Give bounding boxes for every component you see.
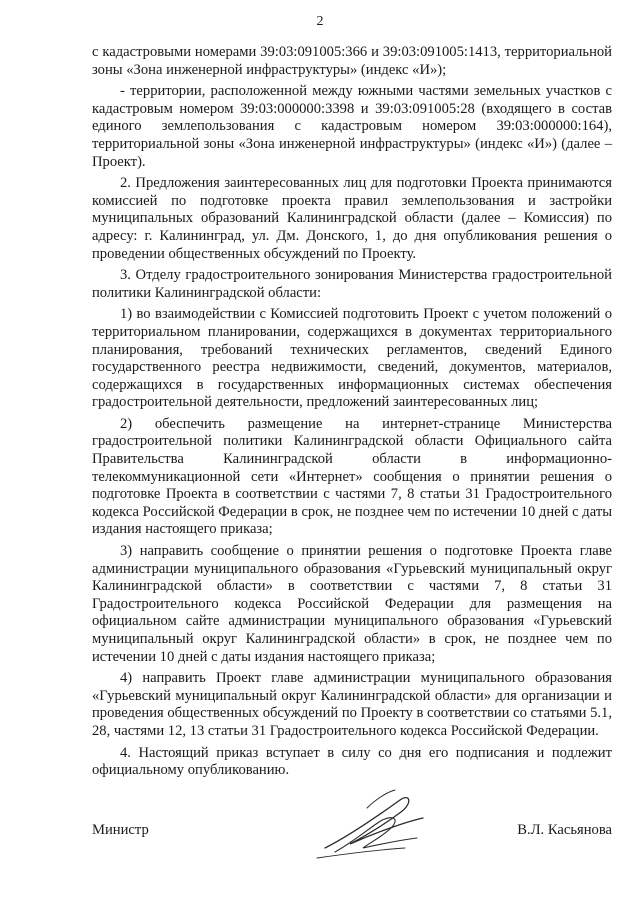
paragraph-subitem-3: 3) направить сообщение о принятии решения о подготовке Проекта главе администрации муниципального образования «Гурьевский муниципальный округ Калининградской области» в соответствии с частями 7, 8 статьи 31 Градостроительного кодекса Российской Федерации для размещения на официальном сайте администрации муниципального образования «Гурьевский муниципальный округ Калининградской области» в срок, не позднее чем по истечении 10 дней с даты издания настоящего приказа; bbox=[92, 543, 612, 665]
signatory-title: Министр bbox=[92, 822, 149, 838]
paragraph-item-3-department: 3. Отделу градостроительного зонирования Министерства градостроительной политики Калининградской области: bbox=[92, 267, 612, 301]
paragraph-subitem-4: 4) направить Проект главе администрации муниципального образования «Гурьевский муниципальный округ Калининградской области» для организации и проведения общественных обсуждений по Проекту в соответствии со статьями 5.1, 28, частями 12, 13 статьи 31 Градостроительного кодекса Российской Федерации. bbox=[92, 670, 612, 739]
paragraph-territory-south: - территории, расположенной между южными частями земельных участков с кадастровым номером 39:03:000000:3398 и 39:03:091005:28 (входящего в состав единого землепользования с кадастровым номером 39:03:000000:164), территориальной зоны «Зона инженерной инфраструктуры» (индекс «И») (далее – Проект). bbox=[92, 83, 612, 170]
signatory-name: В.Л. Касьянова bbox=[517, 822, 612, 838]
page-number: 2 bbox=[316, 14, 324, 29]
paragraph-item-4-effective: 4. Настоящий приказ вступает в силу со дня его подписания и подлежит официальному опубликованию. bbox=[92, 744, 612, 779]
document-body bbox=[92, 44, 612, 784]
paragraph-subitem-1: 1) во взаимодействии с Комиссией подготовить Проект с учетом положений о территориальном планировании, содержащихся в документах территориального планирования, требований технических регламентов, сведений Единого государственного реестра недвижимости, сведений, документов, материалов, содержащихся в государственных информационных системах обеспечения градостроительной деятельности, предложений заинтересованных лиц; bbox=[92, 306, 612, 411]
signature-block bbox=[92, 822, 612, 842]
paragraph-zone-continuation: с кадастровыми номерами 39:03:091005:366 и 39:03:091005:1413, территориальной зоны «Зона инженерной инфраструктуры» (индекс «И»); bbox=[92, 44, 612, 78]
paragraph-item-2-proposals: 2. Предложения заинтересованных лиц для подготовки Проекта принимаются комиссией по подготовке проекта правил землепользования и застройки муниципальных образований Калининградской области (далее – Комиссия) по адресу: г. Калининград, ул. Дм. Донского, 1, до дня опубликования решения о проведении общественных обсуждений по Проекту. bbox=[92, 175, 612, 262]
paragraph-subitem-2: 2) обеспечить размещение на интернет-странице Министерства градостроительной политики Калининградской области Официального сайта Правительства Калининградской области в информационно-телекоммуникационной сети «Интернет» сообщения о принятии решения о подготовке Проекта в соответствии с частями 7, 8 статьи 31 Градостроительного кодекса Российской Федерации в срок, не позднее чем по истечении 10 дней с даты издания настоящего приказа; bbox=[92, 415, 612, 538]
